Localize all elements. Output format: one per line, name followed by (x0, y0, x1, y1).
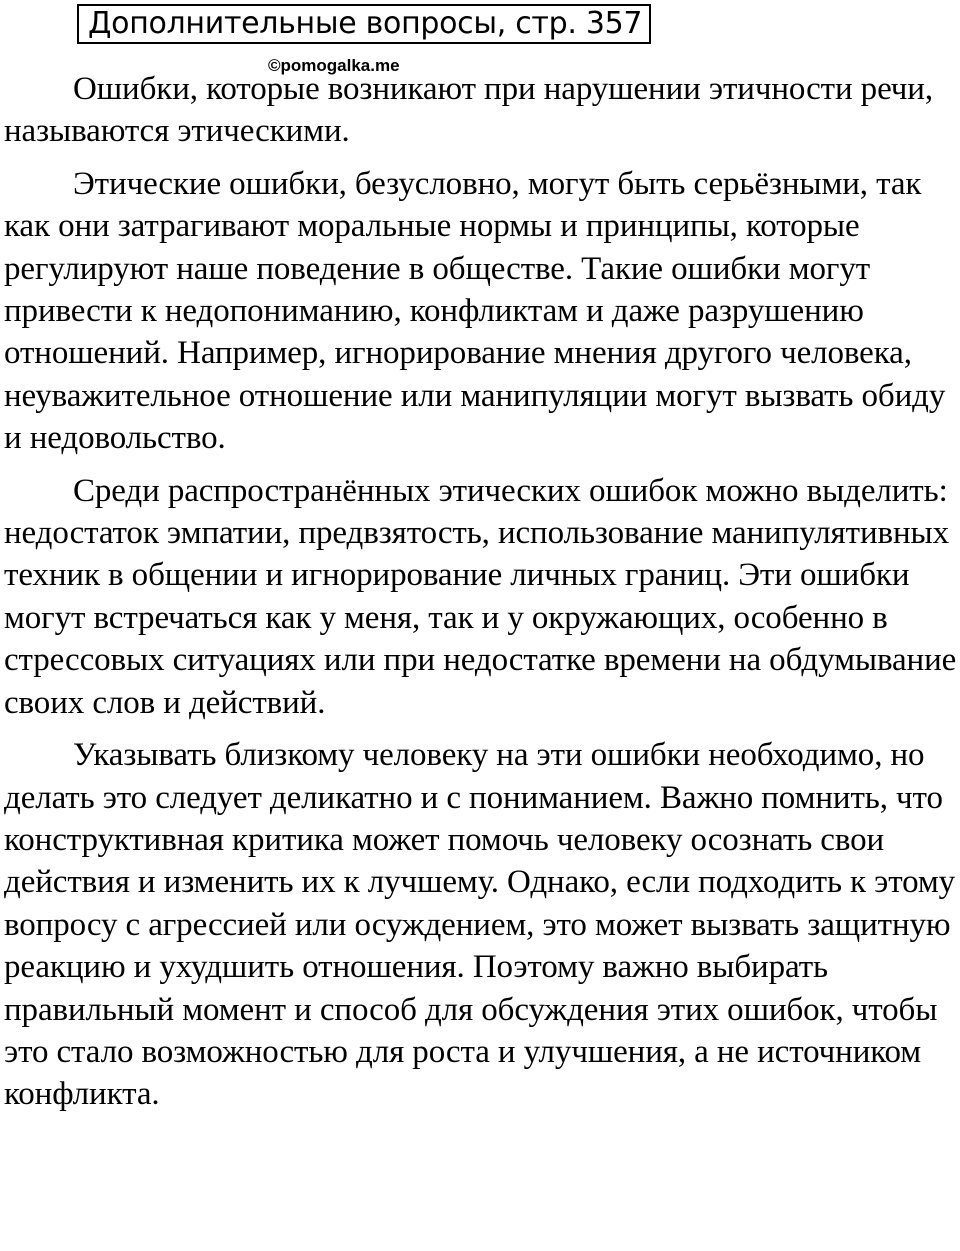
paragraph-2: Этические ошибки, безусловно, могут быть серьёзными, так как они затрагивают моральные нормы и принципы, которые регулируют наше поведение в обществе. Такие ошибки могут привести к недопониманию, конфликтам и даже разрушению отношений. Например, игнорирование мнения другого человека, неуважительное отношение или манипуляции могут вызвать обиду и недовольство. (4, 165, 946, 457)
answer-text (4, 68, 958, 1116)
watermark: ©pomogalka.me (268, 56, 400, 75)
page-title: Дополнительные вопросы, стр. 357 (77, 4, 651, 44)
paragraph-3: Среди распространённых этических ошибок можно выделить: недостаток эмпатии, предвзятость, использование манипулятивных техник в общении и игнорирование личных границ. Эти ошибки могут встречаться как у меня, так и у окружающих, особенно в стрессовых ситуациях или при недостатке времени на обдумывание своих слов и действий. (4, 472, 957, 721)
header (4, 0, 958, 46)
paragraph-4: Указывать близкому человеку на эти ошибки необходимо, но делать это следует деликатно и с пониманием. Важно помнить, что конструктивная критика может помочь человеку осознать свои действия и изменить их к лучшему. Однако, если подходить к этому вопросу с агрессией или осуждением, это может вызвать защитную реакцию и ухудшить отношения. Поэтому важно выбирать правильный момент и способ для обсуждения этих ошибок, чтобы это стало возможностью для роста и улучшения, а не источником конфликта. (4, 737, 956, 1113)
paragraph-1: Ошибки, которые возникают при нарушении этичности речи, называются этическими. (4, 71, 934, 150)
